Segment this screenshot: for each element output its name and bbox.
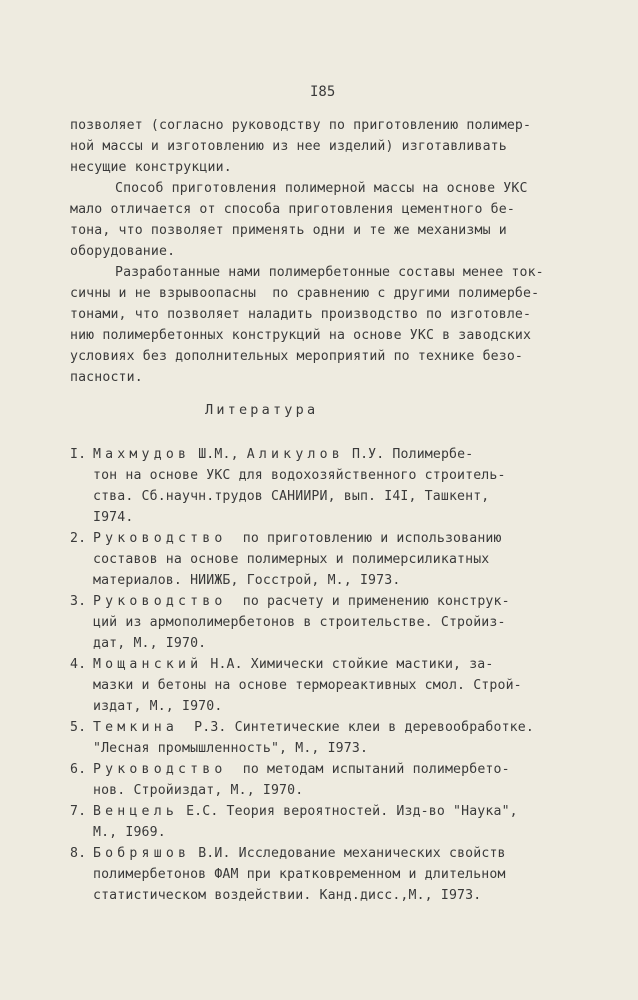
reference-continuation: М., I969. (93, 825, 166, 840)
reference-continuation: дат, М., I970. (93, 636, 207, 651)
body-text-line: Способ приготовления полимерной массы на основе УКС (115, 181, 528, 196)
reference-continuation: ства. Сб.научн.трудов САНИИРИ, вып. I4I, Ташкент, (93, 489, 490, 504)
body-text-line: условиях без дополнительных мероприятий по технике безо- (70, 349, 524, 364)
body-text-line: Разработанные нами полимербетонные составы менее ток- (115, 265, 544, 280)
reference-author: Аликулов (246, 447, 344, 462)
reference-text: по методам испытаний полимербето- (226, 762, 510, 777)
body-text-line: тона, что позволяет применять одни и те же механизмы и (70, 223, 507, 238)
page-number: I85 (310, 84, 336, 100)
reference-text: по приготовлению и использованию (226, 531, 502, 546)
reference-author: Мощанский (93, 657, 203, 672)
body-text-line: оборудование. (70, 244, 176, 259)
reference-continuation: тон на основе УКС для водохозяйственного строитель- (93, 468, 506, 483)
reference-number: 2. (70, 531, 87, 546)
reference-item (70, 446, 473, 464)
reference-text: В.И. Исследование механических свойств (190, 846, 506, 861)
reference-item (70, 593, 510, 611)
reference-number: 3. (70, 594, 87, 609)
reference-continuation: статистическом воздействии. Канд.дисс.,М., I973. (93, 888, 482, 903)
reference-item (70, 845, 506, 863)
reference-item (70, 530, 502, 548)
reference-continuation: "Лесная промышленность", М., I973. (93, 741, 369, 756)
reference-text: Н.А. Химически стойкие мастики, за- (202, 657, 494, 672)
body-text-line: несущие конструкции. (70, 160, 232, 175)
reference-text: по расчету и применению конструк- (226, 594, 510, 609)
reference-author: Руководство (93, 594, 227, 609)
reference-item (70, 803, 518, 821)
reference-number: 4. (70, 657, 87, 672)
reference-item (70, 719, 534, 737)
body-text-line: нию полимербетонных конструкций на основе УКС в заводских (70, 328, 532, 343)
reference-number: 6. (70, 762, 87, 777)
reference-continuation: I974. (93, 510, 134, 525)
reference-number: 8. (70, 846, 87, 861)
reference-continuation: материалов. НИИЖБ, Госстрой, М., I973. (93, 573, 401, 588)
reference-continuation: ций из армополимербетонов в строительстве. Стройиз- (93, 615, 506, 630)
reference-continuation: полимербетонов ФАМ при кратковременном и длительном (93, 867, 506, 882)
references-heading: Литература (205, 402, 319, 418)
reference-author: Венцель (93, 804, 178, 819)
reference-item (70, 761, 510, 779)
reference-continuation: издат, М., I970. (93, 699, 223, 714)
reference-author: Руководство (93, 762, 227, 777)
reference-author: Бобряшов (93, 846, 191, 861)
body-text-line: мало отличается от способа приготовления цементного бе- (70, 202, 515, 217)
reference-text: Р.З. Синтетические клеи в деревообработке. (177, 720, 534, 735)
body-text-line: позволяет (согласно руководству по приготовлению полимер- (70, 118, 532, 133)
reference-continuation: мазки и бетоны на основе термореактивных смол. Строй- (93, 678, 522, 693)
body-text-line: ной массы и изготовлению из нее изделий) изготавливать (70, 139, 507, 154)
reference-author: Руководство (93, 531, 227, 546)
body-text-line: пасности. (70, 370, 143, 385)
body-text-line: сичны и не взрывоопасны по сравнению с другими полимербе- (70, 286, 540, 301)
reference-text: Е.С. Теория вероятностей. Изд-во "Наука", (177, 804, 518, 819)
reference-number: 5. (70, 720, 87, 735)
reference-continuation: нов. Стройиздат, М., I970. (93, 783, 304, 798)
reference-text: Ш.М., (190, 447, 247, 462)
reference-number: 7. (70, 804, 87, 819)
reference-text: П.У. Полимербе- (343, 447, 474, 462)
reference-author: Махмудов (93, 447, 191, 462)
reference-number: I. (70, 447, 87, 462)
reference-author: Темкина (93, 720, 178, 735)
body-text-line: тонами, что позволяет наладить производство по изготовле- (70, 307, 532, 322)
reference-continuation: составов на основе полимерных и полимерсиликатных (93, 552, 490, 567)
reference-item (70, 656, 494, 674)
